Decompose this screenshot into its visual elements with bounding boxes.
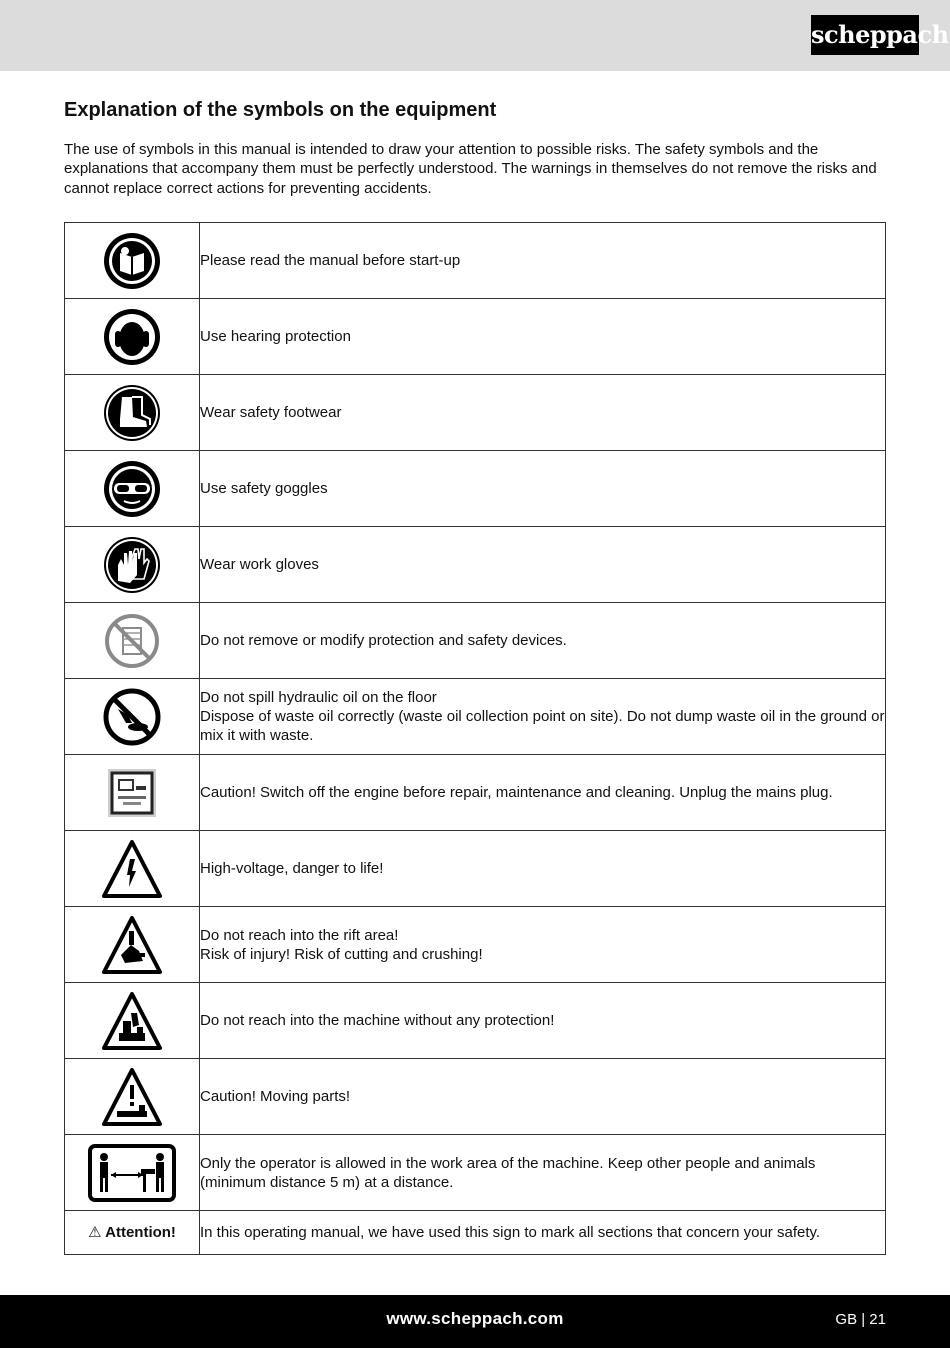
header-band [0, 0, 950, 71]
crush-hazard-icon [101, 915, 163, 975]
attention-text: In this operating manual, we have used this sign to mark all sections that concern your safety. [200, 1224, 821, 1241]
symbol-description: Use safety goggles [200, 480, 328, 497]
table-row [65, 375, 886, 451]
symbol-description: High-voltage, danger to life! [200, 860, 384, 877]
table-row [65, 223, 886, 299]
symbol-description: Wear work gloves [200, 556, 319, 573]
table-row [65, 299, 886, 375]
symbol-description: Dispose of waste oil correctly (waste oil collection point on site). Do not dump waste oil in the ground or mix it with waste. [200, 708, 885, 744]
safety-goggles-icon [102, 459, 162, 519]
switch-off-engine-icon [105, 766, 159, 820]
moving-parts-icon [101, 1067, 163, 1127]
symbol-description: Do not spill hydraulic oil on the floor [200, 689, 437, 706]
hand-machine-hazard-icon [101, 991, 163, 1051]
table-row [65, 831, 886, 907]
footer-bar [0, 1295, 950, 1348]
footer-website: www.scheppach.com [386, 1309, 564, 1328]
hearing-protection-icon [102, 307, 162, 367]
attention-row [65, 1211, 886, 1255]
table-row [65, 983, 886, 1059]
no-oil-spill-icon [102, 687, 162, 747]
page-title: Explanation of the symbols on the equipment [64, 99, 497, 121]
table-row [65, 527, 886, 603]
symbol-description: Caution! Switch off the engine before repair, maintenance and cleaning. Unplug the mains plug. [200, 784, 833, 801]
symbol-description: Use hearing protection [200, 328, 351, 345]
table-row [65, 1059, 886, 1135]
table-row [65, 679, 886, 755]
operator-distance-icon [87, 1143, 177, 1203]
intro-paragraph: The use of symbols in this manual is intended to draw your attention to possible risks. The safety symbols and the explanations that accompany them must be perfectly understood. The warnings in themselves do not remove the risks and cannot replace correct actions for preventing accidents. [64, 141, 877, 197]
symbol-description: Risk of injury! Risk of cutting and crushing! [200, 945, 483, 963]
high-voltage-icon [101, 839, 163, 899]
symbols-table [64, 222, 886, 1255]
scheppach-logo: scheppach [811, 15, 919, 55]
symbol-description: Do not reach into the machine without any protection! [200, 1012, 555, 1029]
table-row [65, 907, 886, 983]
no-modify-guard-icon [102, 611, 162, 671]
table-row [65, 451, 886, 527]
symbol-description: Caution! Moving parts! [200, 1088, 351, 1105]
symbol-description: Do not remove or modify protection and safety devices. [200, 632, 567, 649]
read-manual-icon [102, 231, 162, 291]
safety-footwear-icon [102, 383, 162, 443]
symbol-description: Do not reach into the rift area! [200, 926, 399, 944]
table-row [65, 1135, 886, 1211]
table-row [65, 603, 886, 679]
symbol-description: Please read the manual before start-up [200, 252, 461, 269]
work-gloves-icon [102, 535, 162, 595]
symbol-description: Wear safety footwear [200, 404, 342, 421]
attention-label: ⚠ Attention! [88, 1224, 176, 1241]
symbol-description: Only the operator is allowed in the work area of the machine. Keep other people and animals (minimum distance 5 m) at a distance. [200, 1154, 816, 1191]
page-number: GB | 21 [835, 1311, 886, 1328]
table-row [65, 755, 886, 831]
